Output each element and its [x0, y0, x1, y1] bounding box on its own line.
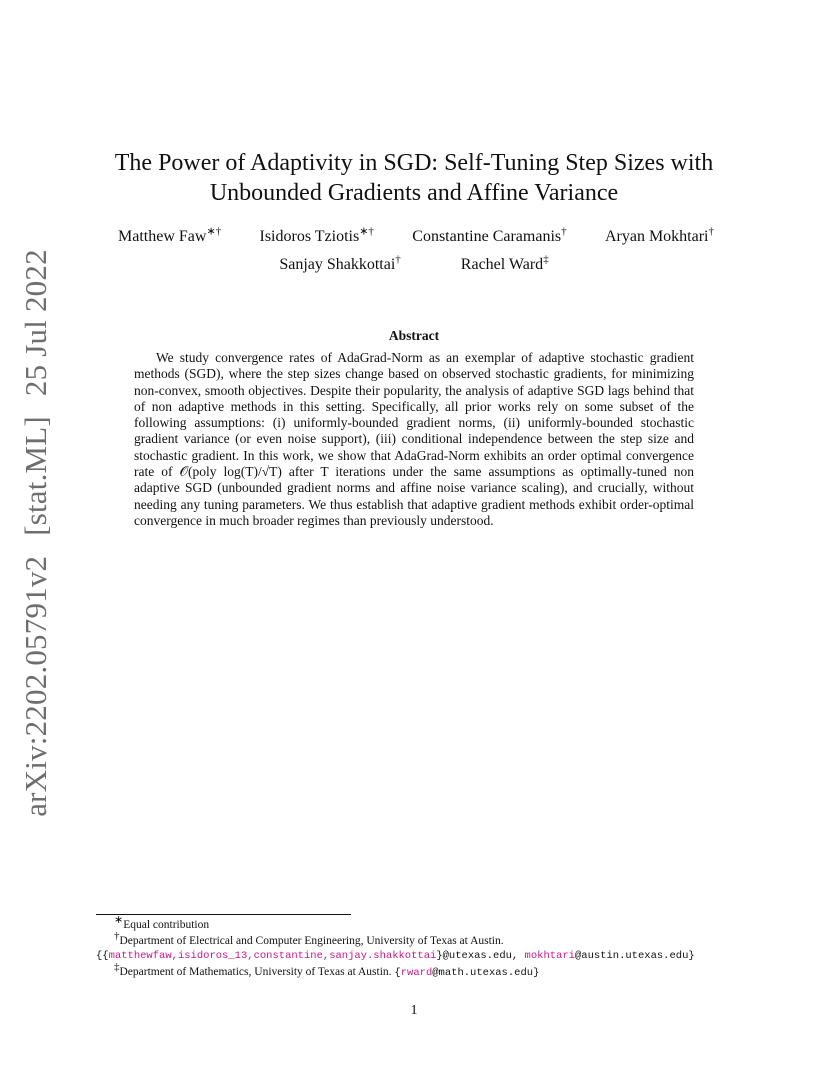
footnote-ece: †Department of Electrical and Computer Engineering, University of Texas at Austin. — [114, 929, 504, 947]
convergence-rate-formula: 𝒪(poly log(T)/√T) — [179, 464, 282, 480]
footnotes — [96, 914, 736, 981]
footnote-equal-contribution: ∗Equal contribution — [114, 914, 210, 931]
authors-row-1 — [118, 225, 714, 246]
author: Isidoros Tziotis∗† — [259, 225, 374, 245]
abstract-body: We study convergence rates of AdaGrad-Norm as an exemplar of adaptive stochastic gradient methods (SGD), where the step sizes change based on observed stochastic gradients, for minimizing non-convex, smooth objectives. Despite their popularity, the analysis of adaptive SGD lags behind that of non adaptive methods in this setting. Specifically, all prior works rely on some subset of the following assumptions: (i) uniformly-bounded gradient norms, (ii) uniformly-bounded stochastic gradient variance (or even noise support), (iii) conditional independence between the step size and stochastic gradient. In this work, we show that AdaGrad-Norm exhibits an order optimal convergence rate of 𝒪(poly log(T)/√T) after T iterations under the same assumptions as optimally-tuned non adaptive SGD (unbounded gradient norms and affine noise variance scaling), and crucially, without needing any tuning parameters. We thus establish that adaptive gradient methods exhibit order-optimal convergence in much broader regimes than previously understood. — [134, 350, 694, 528]
email-link-matthewfaw[interactable]: matthewfaw — [108, 950, 172, 962]
authors-row-2 — [100, 253, 728, 274]
paper-title — [100, 148, 728, 208]
arxiv-id: arXiv:2202.05791v2 — [18, 555, 53, 817]
email-link-constantine[interactable]: constantine — [253, 950, 323, 962]
arxiv-date: 25 Jul 2022 — [18, 249, 53, 397]
author: Aryan Mokhtari† — [604, 225, 714, 245]
email-link-isidoros[interactable]: isidoros_13 — [177, 950, 248, 962]
author: Rachel Ward‡ — [460, 253, 549, 273]
page-number: 1 — [410, 1003, 418, 1018]
author: Matthew Faw∗† — [118, 225, 222, 245]
arxiv-category: [stat.ML] — [18, 416, 53, 536]
author: Constantine Caramanis† — [412, 225, 567, 245]
email-link-rward[interactable]: rward — [400, 966, 433, 979]
title-line-1: The Power of Adaptivity in SGD: Self-Tuning Step Sizes with — [114, 150, 714, 176]
author: Sanjay Shakkottai† — [279, 253, 401, 273]
email-link-sanjay[interactable]: sanjay.shakkottai — [329, 950, 437, 962]
footnote-emails: {{matthewfaw,isidoros_13,constantine,sanjay.shakkottai}@utexas.edu, mokhtari@austin.utexas.edu} — [96, 950, 695, 962]
footnote-mathematics: ‡Department of Mathematics, University of Texas at Austin. {rward@math.utexas.edu} — [114, 960, 540, 979]
title-line-2: Unbounded Gradients and Affine Variance — [209, 180, 619, 206]
abstract-heading: Abstract — [388, 328, 440, 343]
footnote-divider — [96, 914, 351, 915]
email-link-mokhtari[interactable]: mokhtari — [524, 950, 575, 962]
